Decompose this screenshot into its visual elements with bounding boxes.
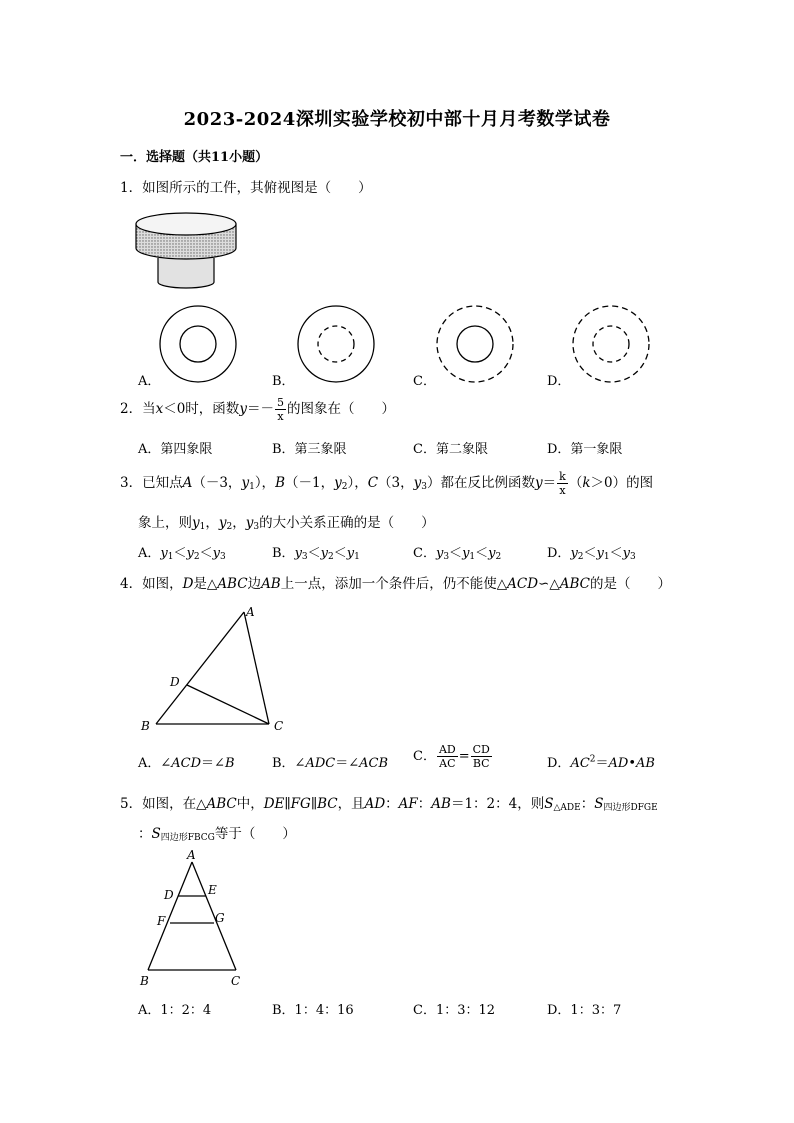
q1-option-d[interactable]: D． <box>547 374 571 389</box>
q5-stem-line2: ：$S_{四边形FBCG}$等于（ ） <box>138 826 296 843</box>
q2-option-b[interactable]: B．第三象限 <box>272 442 347 457</box>
q3-option-a[interactable]: A．$y_1<y_2<y_3$ <box>138 546 226 562</box>
section-heading: 一．选择题（共11小题） <box>120 150 269 165</box>
q4-label-c: C <box>274 719 284 733</box>
q5-label-e: E <box>208 883 217 897</box>
q1-workpiece-figure <box>130 210 250 295</box>
q1-option-c[interactable]: C． <box>413 374 436 389</box>
q4-label-d: D <box>170 675 180 689</box>
q2-option-c[interactable]: C．第二象限 <box>413 442 488 457</box>
q1-stem: 1．如图所示的工件，其俯视图是（ ） <box>120 180 372 196</box>
q4-triangle-figure <box>136 600 296 740</box>
q4-option-c[interactable]: C． $\frac{AD}{AC}$ = $\frac{CD}{BC}$ <box>413 743 490 770</box>
q5-label-c: C <box>231 974 241 988</box>
q5-label-b: B <box>140 974 149 988</box>
q3-option-d[interactable]: D．$y_2<y_1<y_3$ <box>547 546 636 562</box>
page-title: 2023-2024深圳实验学校初中部十月月考数学试卷 <box>183 109 611 130</box>
q4-option-d[interactable]: D．$AC^2=AD•AB$ <box>547 754 655 771</box>
q4-option-b[interactable]: B．∠ADC＝∠ACB <box>272 756 389 771</box>
q5-option-d[interactable]: D．1：3：7 <box>547 1003 622 1018</box>
q3-stem-line1: 3．已知点A（－3，$y_1$），B（－1，$y_2$），C（3，$y_3$）都在反比例函数y＝ $\frac{k}{x}$ （k＞0）的图 <box>120 470 654 497</box>
q3-option-b[interactable]: B．$y_3<y_2<y_1$ <box>272 546 360 562</box>
q5-triangle-figure <box>136 846 251 991</box>
q2-option-d[interactable]: D．第一象限 <box>547 442 623 457</box>
q2-fraction: $\frac{5}{x}$ <box>276 396 284 423</box>
q3-option-c[interactable]: C．$y_3<y_1<y_2$ <box>413 546 502 562</box>
q1-option-a-figure <box>158 304 244 390</box>
q5-stem-line1: 5．如图，在△ABC中，DE∥FG∥BC，且AD：AF：AB＝1：2：4，则$S_{\triangle ADE}$：$S_{四边形DFGE}$ <box>120 796 658 813</box>
q4-label-a: A <box>246 605 255 619</box>
q1-option-d-figure <box>571 304 657 390</box>
q4-option-a[interactable]: A．∠ACD＝∠B <box>138 756 235 771</box>
q4-label-b: B <box>141 719 150 733</box>
q5-label-d: D <box>164 888 174 902</box>
q5-label-g: G <box>215 911 225 925</box>
q1-option-a[interactable]: A． <box>138 374 161 389</box>
q5-option-b[interactable]: B．1：4：16 <box>272 1003 354 1018</box>
q3-stem-line2: 象上，则$y_1$，$y_2$，$y_3$的大小关系正确的是（ ） <box>138 515 435 532</box>
q5-label-a: A <box>187 848 196 862</box>
q1-option-b-figure <box>296 304 382 390</box>
q4-stem: 4．如图，D是△ABC边AB上一点，添加一个条件后，仍不能使△ACD∽△ABC的是（ ） <box>120 576 671 592</box>
q5-label-f: F <box>157 914 166 928</box>
q5-option-c[interactable]: C．1：3：12 <box>413 1003 496 1018</box>
q5-option-a[interactable]: A．1：2：4 <box>138 1003 212 1018</box>
q2-option-a[interactable]: A．第四象限 <box>138 442 213 457</box>
q1-option-b[interactable]: B． <box>272 374 295 389</box>
q3-fraction: $\frac{k}{x}$ <box>559 470 566 497</box>
q2-stem: 2．当x＜0时，函数y＝－ $\frac{5}{x}$ 的图象在（ ） <box>120 396 395 423</box>
q1-option-c-figure <box>435 304 521 390</box>
